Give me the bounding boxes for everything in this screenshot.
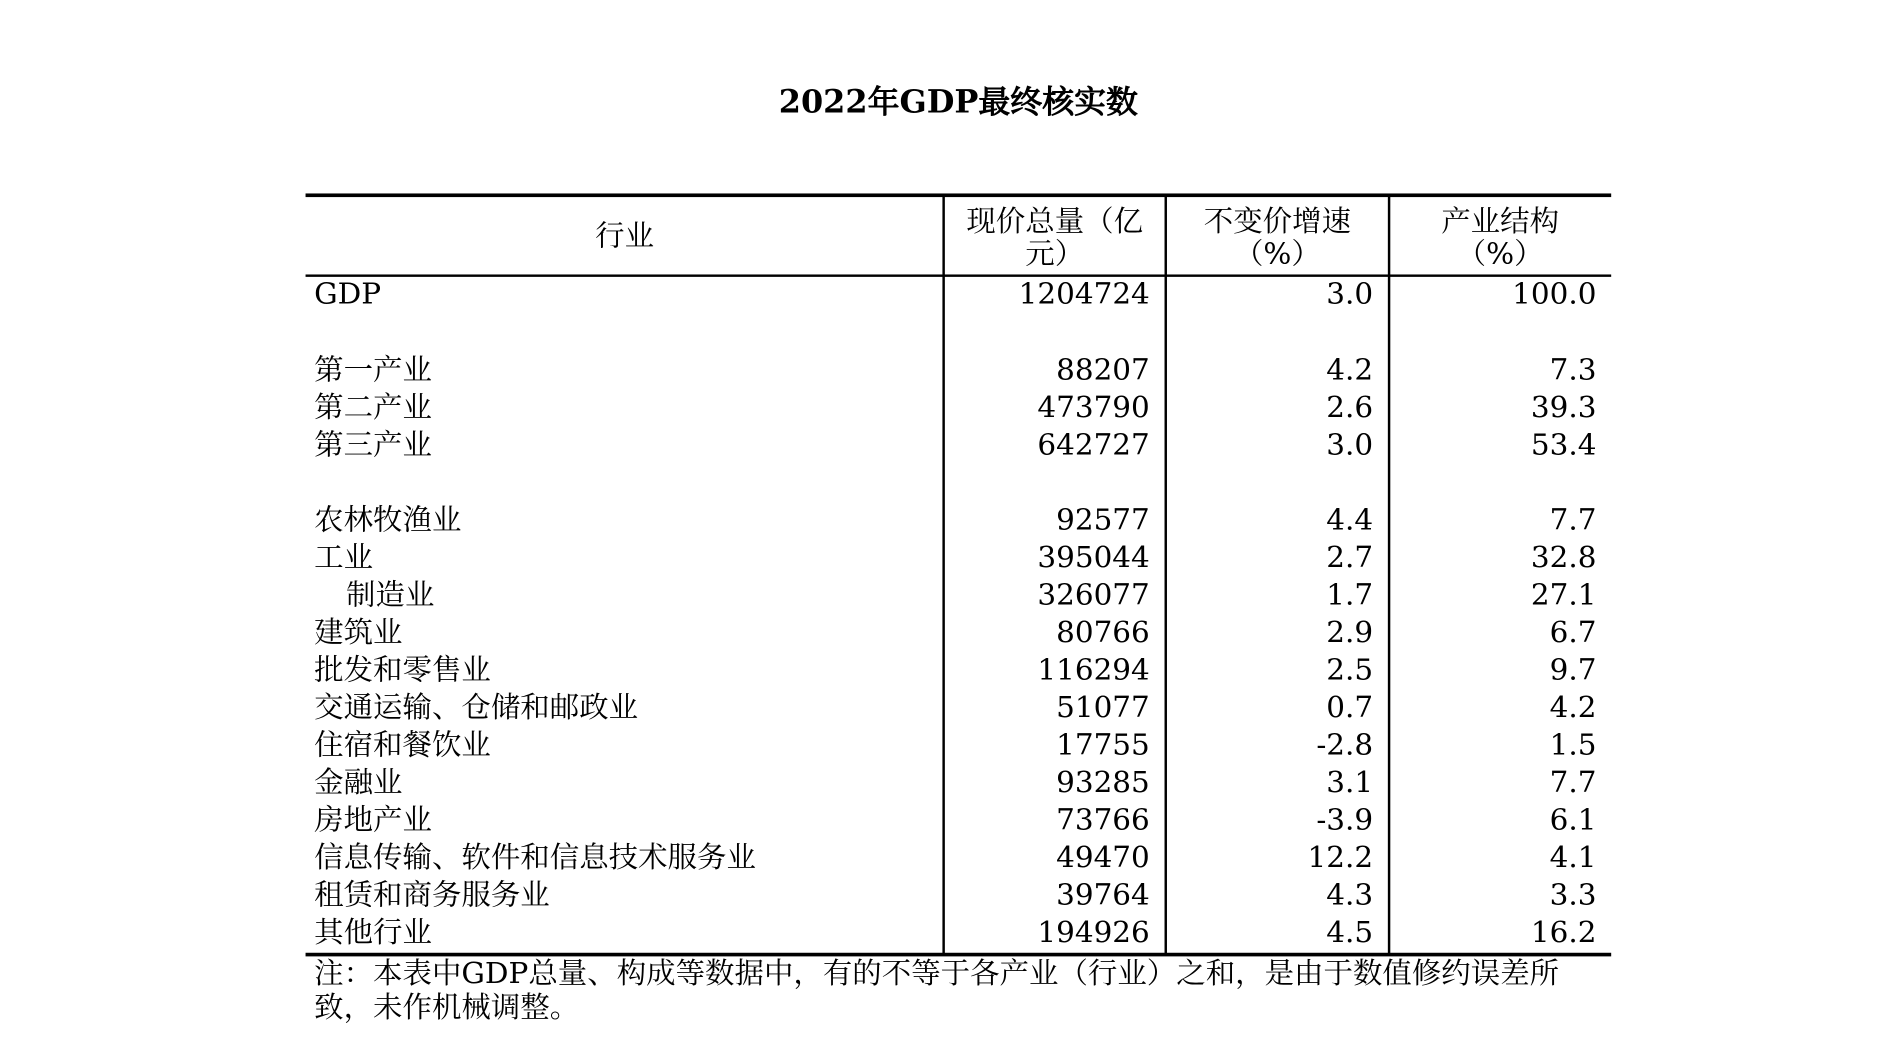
header-structure: [1390, 206, 1610, 271]
row-industry: 租赁和商务服务业: [314, 877, 550, 912]
header-growth: [1167, 206, 1388, 271]
row-structure: 39.3: [1530, 390, 1597, 425]
row-growth: 2.9: [1326, 615, 1374, 650]
row-current-price: 473790: [1037, 390, 1150, 425]
row-structure: 100.0: [1512, 276, 1597, 311]
row-growth: -2.8: [1316, 727, 1374, 762]
row-current-price: 1204724: [1018, 276, 1150, 311]
row-current-price: 326077: [1037, 577, 1150, 612]
row-industry: 工业: [314, 540, 374, 575]
row-structure: 4.2: [1549, 690, 1597, 725]
row-growth: 2.7: [1326, 540, 1374, 575]
header-industry: 行业: [595, 218, 655, 253]
row-industry: 农林牧渔业: [314, 502, 462, 537]
row-industry: 建筑业: [314, 615, 403, 650]
row-structure: 9.7: [1549, 652, 1597, 687]
row-growth: 1.7: [1326, 577, 1374, 612]
row-industry: 制造业: [346, 577, 435, 612]
row-growth: 3.1: [1326, 765, 1374, 800]
row-current-price: 116294: [1037, 652, 1150, 687]
row-growth: 12.2: [1307, 840, 1374, 875]
row-structure: 7.3: [1549, 353, 1597, 387]
row-industry: GDP: [314, 276, 382, 311]
row-growth: 4.2: [1326, 353, 1374, 387]
table-bottom-rule: [306, 953, 1612, 956]
row-growth: 4.3: [1326, 877, 1374, 912]
row-industry: 交通运输、仓储和邮政业: [314, 690, 639, 725]
row-structure: 7.7: [1549, 502, 1597, 537]
row-structure: 16.2: [1530, 915, 1597, 950]
row-industry: 第三产业: [314, 428, 432, 462]
row-structure: 6.7: [1549, 615, 1597, 650]
table-note: 注：本表中GDP总量、构成等数据中，有的不等于各产业（行业）之和，是由于数值修约误差所致，未作机械调整。: [314, 956, 1560, 1025]
row-current-price: 80766: [1056, 615, 1150, 650]
header-growth-line2: （%）: [1233, 236, 1321, 271]
row-growth: 2.5: [1326, 652, 1374, 687]
table-top-rule: [306, 193, 1612, 197]
row-structure: 4.1: [1549, 840, 1597, 875]
row-industry: 金融业: [314, 765, 403, 800]
row-current-price: 642727: [1037, 428, 1150, 462]
row-current-price: 88207: [1056, 353, 1150, 387]
row-industry: 信息传输、软件和信息技术服务业: [314, 840, 756, 875]
row-growth: 2.6: [1326, 390, 1374, 425]
row-structure: 7.7: [1549, 765, 1597, 800]
header-current-price-line1: 现价总量（亿: [966, 204, 1144, 239]
row-structure: 6.1: [1549, 802, 1597, 837]
header-structure-line2: （%）: [1456, 236, 1544, 271]
row-industry: 其他行业: [314, 915, 432, 950]
row-current-price: 92577: [1056, 502, 1150, 537]
row-structure: 53.4: [1530, 428, 1597, 462]
row-current-price: 395044: [1037, 540, 1150, 575]
row-industry: 第一产业: [314, 353, 432, 387]
row-industry: 房地产业: [314, 802, 432, 837]
row-current-price: 93285: [1056, 765, 1150, 800]
row-structure: 27.1: [1530, 577, 1597, 612]
row-current-price: 51077: [1056, 690, 1150, 725]
row-industry: 第二产业: [314, 390, 432, 425]
row-growth: 4.5: [1326, 915, 1374, 950]
row-structure: 32.8: [1530, 540, 1597, 575]
row-growth: 0.7: [1326, 690, 1374, 725]
row-current-price: 49470: [1056, 840, 1150, 875]
row-current-price: 194926: [1037, 915, 1150, 950]
row-industry: 批发和零售业: [314, 652, 491, 687]
row-industry: 住宿和餐饮业: [314, 727, 491, 762]
row-growth: 4.4: [1326, 502, 1374, 537]
header-growth-line1: 不变价增速: [1203, 204, 1352, 239]
row-current-price: 73766: [1056, 802, 1150, 837]
table-title: 2022年GDP最终核实数: [778, 84, 1138, 121]
header-current-price-line2: 元）: [1025, 236, 1085, 271]
row-growth: 3.0: [1326, 428, 1374, 462]
header-structure-line1: 产业结构: [1441, 204, 1560, 239]
row-growth: 3.0: [1326, 276, 1374, 311]
header-current-price: [945, 206, 1165, 271]
row-current-price: 39764: [1056, 877, 1150, 912]
row-current-price: 17755: [1056, 727, 1150, 762]
row-growth: -3.9: [1316, 802, 1374, 837]
row-structure: 1.5: [1549, 727, 1597, 762]
row-structure: 3.3: [1549, 877, 1597, 912]
